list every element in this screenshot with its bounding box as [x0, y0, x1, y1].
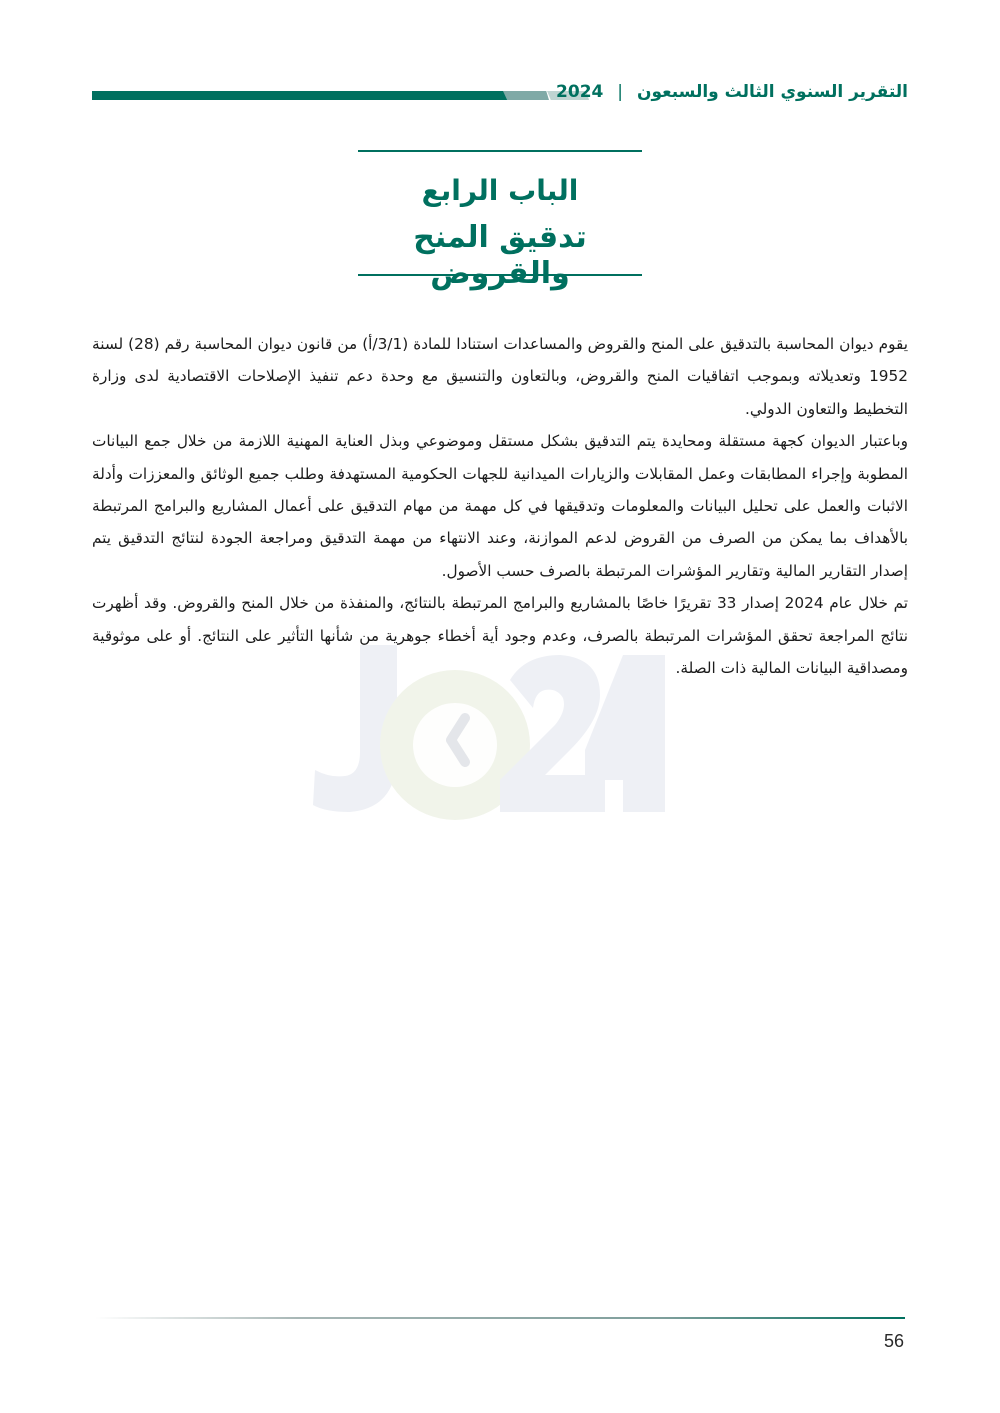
paragraph-audit-process: وباعتبار الديوان كجهة مستقلة ومحايدة يتم التدقيق بشكل مستقل وموضوعي وبذل العناية المهنية اللازمة من خلال جمع البيانات المطوبة وإجراء المطابقات وعمل المقابلات والزيارات الميدانية للجهات الحكومية المستهدفة وطلب جميع الوثائق والمعززات وأدلة الاثبات والعمل على تحليل البيانات والمعلومات وتدقيقها في كل مهمة من مهام التدقيق على أعمال المشاريع والبرامج المرتبطة بالأهداف بما يمكن من الصرف من القروض لدعم الموازنة، وعند الانتهاء من مهمة التدقيق ومراجعة الجودة لنتائج التدقيق يتم إصدار التقارير المالية وتقارير المؤشرات المرتبطة بالصرف حسب الأصول.	[92, 432, 908, 580]
paragraph-legal-basis: يقوم ديوان المحاسبة بالتدقيق على المنح والقروض والمساعدات استنادا للمادة (3/1/أ) من قانون ديوان المحاسبة رقم (28) لسنة 1952 وتعديلاته وبموجب اتفاقيات المنح والقروض، وبالتعاون والتنسيق مع وحدة دعم تنفيذ الإصلاحات الاقتصادية لدى وزارة التخطيط والتعاون الدولي.	[92, 335, 908, 418]
chapter-title-block	[358, 150, 642, 291]
report-year: 2024	[556, 82, 604, 102]
report-title	[556, 78, 908, 106]
footer-divider	[95, 1317, 905, 1319]
header-decorative-bars	[92, 91, 612, 100]
header-bar-mid	[503, 91, 549, 100]
header-bar-primary	[92, 91, 518, 100]
title-separator: |	[617, 82, 624, 102]
paragraph-2024-results: تم خلال عام 2024 إصدار 33 تقريرًا خاصًا بالمشاريع والبرامج المرتبطة بالنتائج، والمنفذة من خلال المنح والقروض. وقد أظهرت نتائج المراجعة تحقق المؤشرات المرتبطة بالصرف، وعدم وجود أية أخطاء جوهرية من شأنها التأثير على النتائج. أو على موثوقية ومصداقية البيانات المالية ذات الصلة.	[92, 594, 909, 678]
page-number: 56	[883, 1331, 904, 1351]
chapter-title: تدقيق المنح والقروض	[413, 220, 587, 291]
page-header	[92, 78, 908, 108]
chapter-label: الباب الرابع	[421, 174, 579, 207]
report-title-text: التقرير السنوي الثالث والسبعون	[636, 82, 908, 102]
chapter-body	[92, 328, 908, 684]
